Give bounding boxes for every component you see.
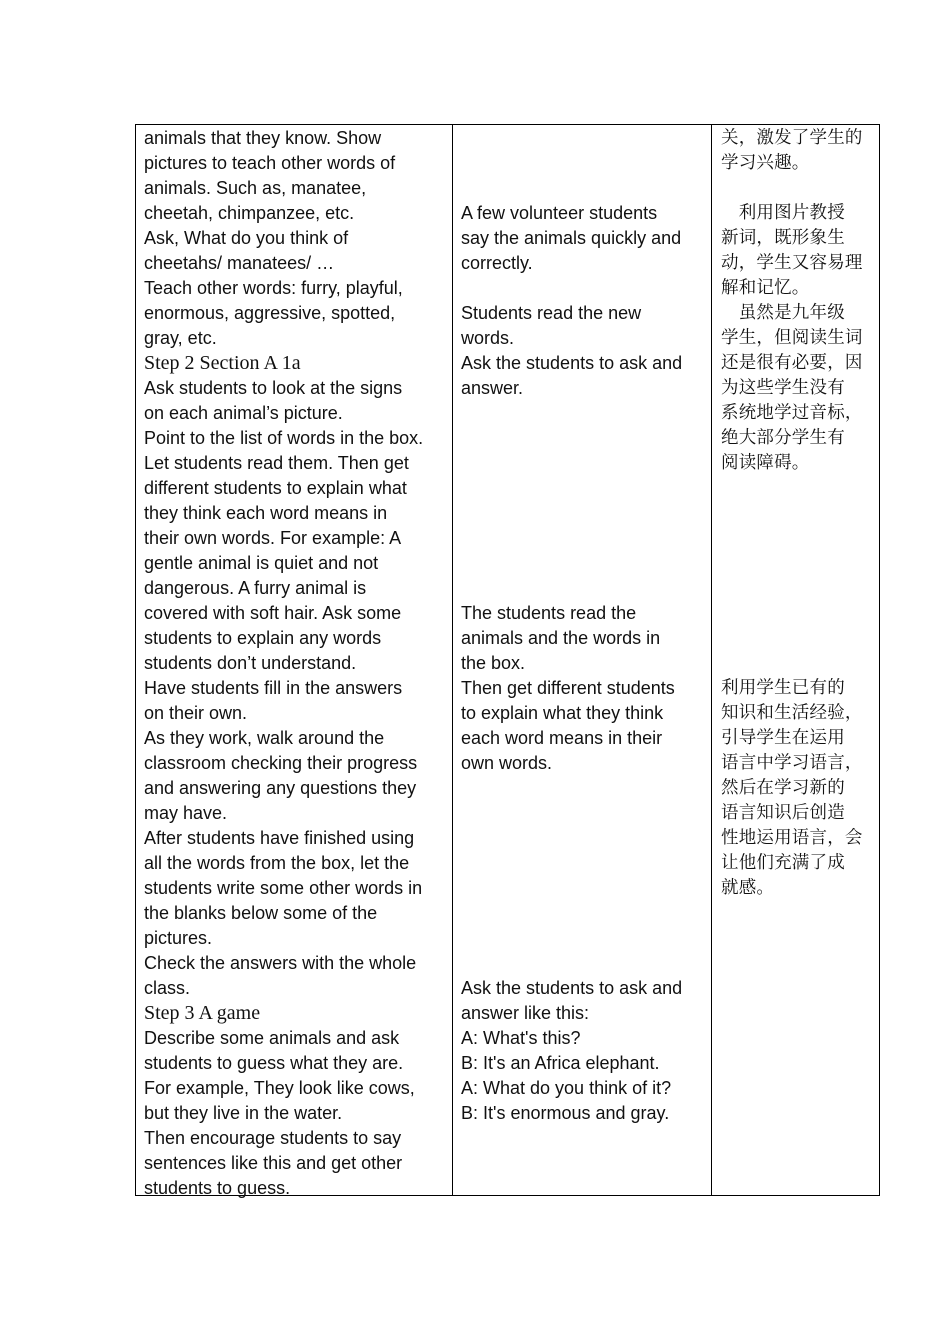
teacher-activity-line: dangerous. A furry animal is bbox=[144, 578, 367, 598]
teacher-activity-line: students don’t understand. bbox=[144, 653, 357, 673]
student-activity-line: each word means in their bbox=[461, 728, 663, 748]
teacher-activity-line: Check the answers with the whole bbox=[144, 953, 417, 973]
design-intent-line: 知识和生活经验， bbox=[721, 703, 863, 723]
student-activity-line: A: What's this? bbox=[461, 1028, 581, 1048]
design-intent-line: 性地运用语言，会 bbox=[721, 828, 863, 848]
student-activity-line: Students read the new bbox=[461, 303, 642, 323]
design-intent-line: 关，激发了学生的 bbox=[721, 128, 863, 148]
teacher-activity-line: Then encourage students to say bbox=[144, 1128, 402, 1148]
teacher-activity-line: animals. Such as, manatee, bbox=[144, 178, 367, 198]
column-divider bbox=[452, 125, 453, 1195]
teacher-activity-line: Teach other words: furry, playful, bbox=[144, 278, 403, 298]
student-activity-line: to explain what they think bbox=[461, 703, 664, 723]
teacher-activity-line: Describe some animals and ask bbox=[144, 1028, 400, 1048]
student-activity-line: The students read the bbox=[461, 603, 637, 623]
student-activity-line: words. bbox=[461, 328, 515, 348]
teacher-activity-line: For example, They look like cows, bbox=[144, 1078, 415, 1098]
teacher-activity-line: different students to explain what bbox=[144, 478, 407, 498]
design-intent-line: 利用学生已有的 bbox=[721, 678, 845, 698]
teacher-activity-line: Let students read them. Then get bbox=[144, 453, 409, 473]
student-activity-line: own words. bbox=[461, 753, 553, 773]
teacher-activity-line: sentences like this and get other bbox=[144, 1153, 403, 1173]
design-intent-line: 引导学生在运用 bbox=[721, 728, 845, 748]
design-intent-line: 让他们充满了成 bbox=[721, 853, 845, 873]
teacher-activity-line: on their own. bbox=[144, 703, 248, 723]
teacher-activity-line: they think each word means in bbox=[144, 503, 388, 523]
teacher-activity-line: After students have finished using bbox=[144, 828, 415, 848]
student-activity-line: Ask the students to ask and bbox=[461, 978, 683, 998]
teacher-activity-line: but they live in the water. bbox=[144, 1103, 343, 1123]
teacher-activity-line: on each animal’s picture. bbox=[144, 403, 343, 423]
student-activity-line: A: What do you think of it? bbox=[461, 1078, 672, 1098]
teacher-activity-line: enormous, aggressive, spotted, bbox=[144, 303, 396, 323]
teacher-activity-line: covered with soft hair. Ask some bbox=[144, 603, 402, 623]
teacher-activity-line: cheetah, chimpanzee, etc. bbox=[144, 203, 355, 223]
teacher-activity-line: classroom checking their progress bbox=[144, 753, 418, 773]
design-intent-line: 就感。 bbox=[721, 878, 775, 898]
design-intent-line: 学习兴趣。 bbox=[721, 153, 810, 173]
student-activity-line: the box. bbox=[461, 653, 526, 673]
teacher-activity-line: their own words. For example: A bbox=[144, 528, 402, 548]
student-activity-line: animals and the words in bbox=[461, 628, 661, 648]
teacher-activity-line: and answering any questions they bbox=[144, 778, 417, 798]
step-heading: Step 2 Section A 1a bbox=[144, 352, 301, 374]
teacher-activity-line: Point to the list of words in the box. bbox=[144, 428, 424, 448]
design-intent-line: 学生，但阅读生词 bbox=[721, 328, 863, 348]
teacher-activity-line: gentle animal is quiet and not bbox=[144, 553, 379, 573]
teacher-activity-line: may have. bbox=[144, 803, 228, 823]
design-intent-line: 利用图片教授 bbox=[721, 203, 845, 223]
teacher-activity-line: cheetahs/ manatees/ … bbox=[144, 253, 335, 273]
student-activity-line: answer like this: bbox=[461, 1003, 590, 1023]
design-intent-line: 解和记忆。 bbox=[721, 278, 810, 298]
student-activity-line: B: It's an Africa elephant. bbox=[461, 1053, 660, 1073]
teacher-activity-line: gray, etc. bbox=[144, 328, 217, 348]
teacher-activity-line: students to explain any words bbox=[144, 628, 382, 648]
design-intent-line: 动，学生又容易理 bbox=[721, 253, 863, 273]
teacher-activity-line: the blanks below some of the bbox=[144, 903, 378, 923]
design-intent-line: 绝大部分学生有 bbox=[721, 428, 845, 448]
teacher-activity-line: students to guess. bbox=[144, 1178, 291, 1198]
design-intent-line: 然后在学习新的 bbox=[721, 778, 845, 798]
design-intent-line: 阅读障碍。 bbox=[721, 453, 810, 473]
design-intent-line: 还是很有必要，因 bbox=[721, 353, 863, 373]
design-intent-line: 新词，既形象生 bbox=[721, 228, 845, 248]
design-intent-line: 系统地学过音标， bbox=[721, 403, 863, 423]
student-activity-line: B: It's enormous and gray. bbox=[461, 1103, 670, 1123]
teacher-activity-line: students write some other words in bbox=[144, 878, 423, 898]
teacher-activity-line: Ask students to look at the signs bbox=[144, 378, 403, 398]
student-activity-line: answer. bbox=[461, 378, 524, 398]
step-heading: Step 3 A game bbox=[144, 1002, 261, 1024]
teacher-activity-line: pictures. bbox=[144, 928, 213, 948]
student-activity-line: Ask the students to ask and bbox=[461, 353, 683, 373]
teacher-activity-line: Have students fill in the answers bbox=[144, 678, 403, 698]
teacher-activity-line: pictures to teach other words of bbox=[144, 153, 396, 173]
lesson-plan-table bbox=[135, 124, 880, 1196]
teacher-activity-line: Ask, What do you think of bbox=[144, 228, 349, 248]
student-activity-line: A few volunteer students bbox=[461, 203, 658, 223]
student-activity-line: correctly. bbox=[461, 253, 533, 273]
design-intent-line: 语言知识后创造 bbox=[721, 803, 845, 823]
column-divider bbox=[711, 125, 712, 1195]
design-intent-line: 语言中学习语言， bbox=[721, 753, 863, 773]
teacher-activity-line: all the words from the box, let the bbox=[144, 853, 410, 873]
teacher-activity-line: As they work, walk around the bbox=[144, 728, 385, 748]
teacher-activity-line: students to guess what they are. bbox=[144, 1053, 404, 1073]
student-activity-line: Then get different students bbox=[461, 678, 675, 698]
teacher-activity-line: class. bbox=[144, 978, 191, 998]
design-intent-line: 虽然是九年级 bbox=[721, 303, 845, 323]
student-activity-line: say the animals quickly and bbox=[461, 228, 682, 248]
design-intent-line: 为这些学生没有 bbox=[721, 378, 845, 398]
teacher-activity-line: animals that they know. Show bbox=[144, 128, 382, 148]
